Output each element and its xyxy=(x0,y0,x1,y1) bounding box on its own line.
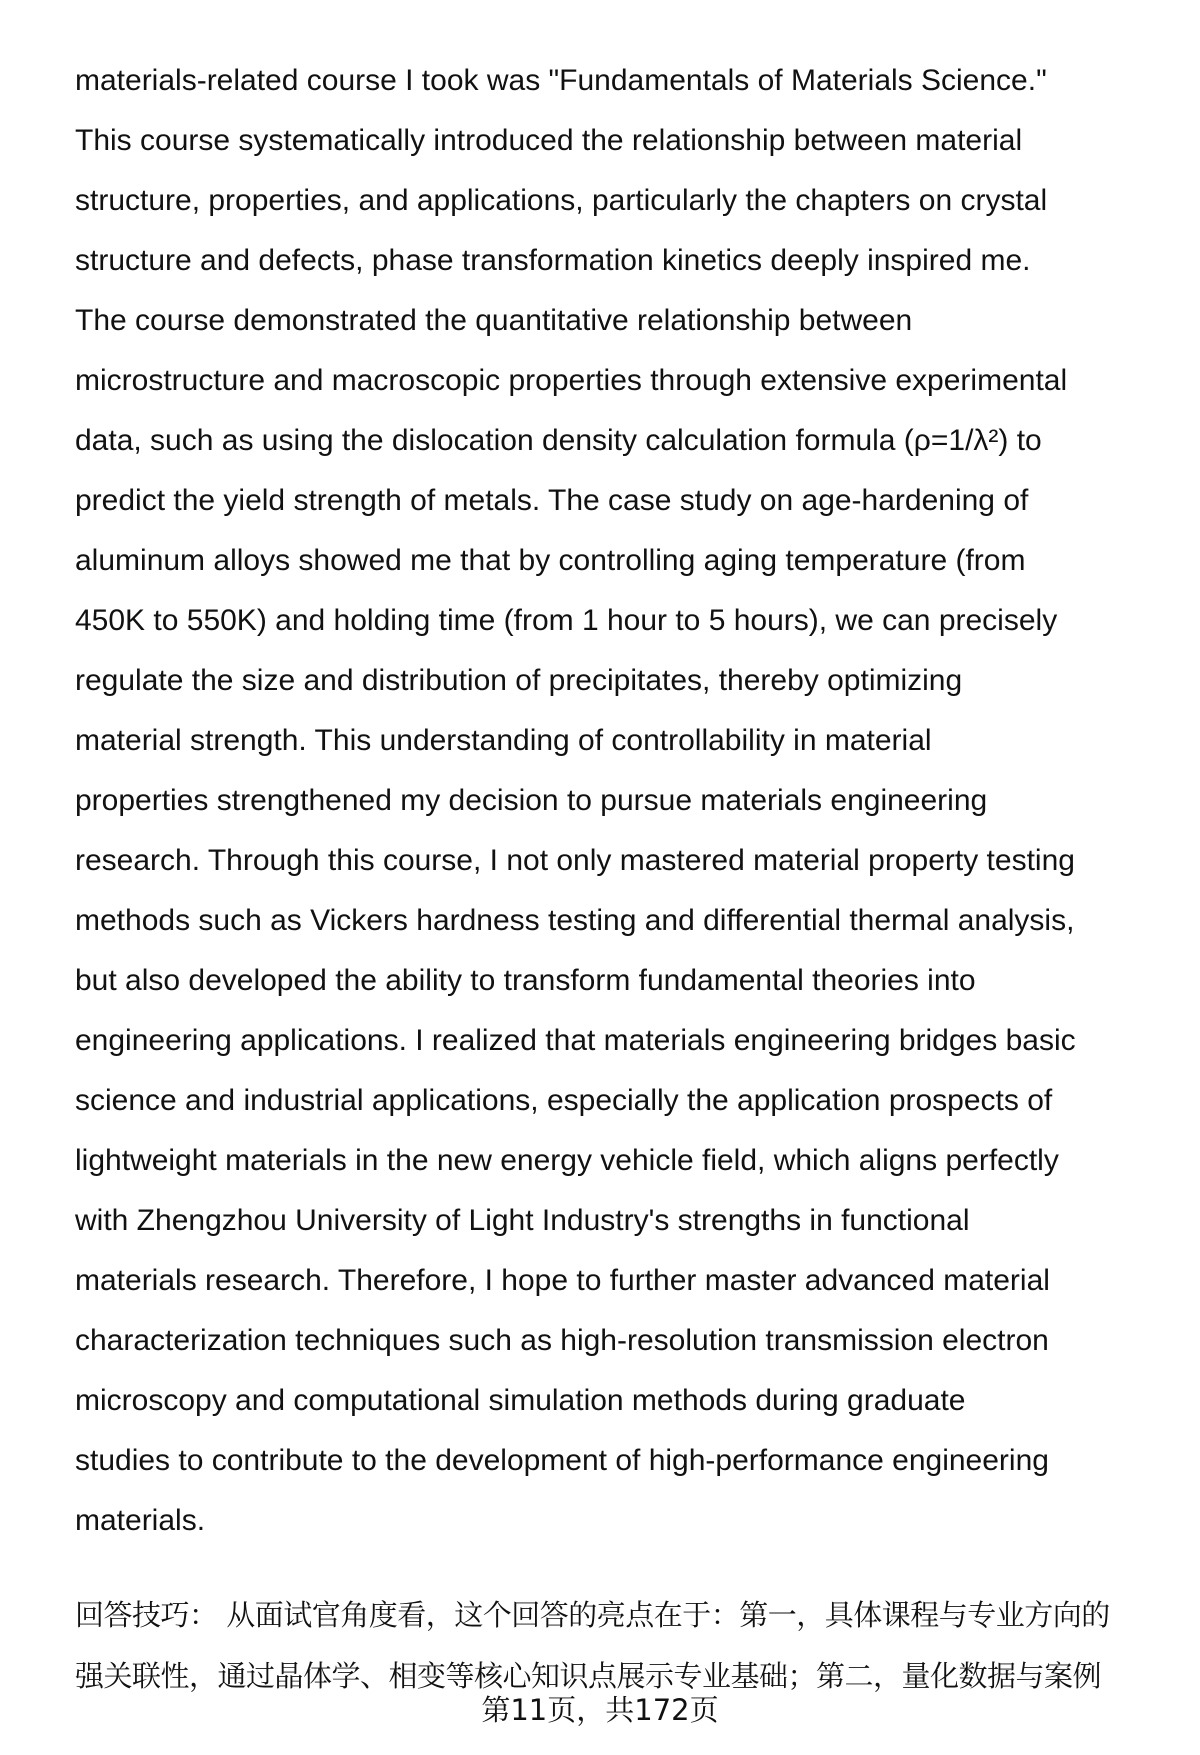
body-text-line: The course demonstrated the quantitative relationship between xyxy=(75,304,913,337)
body-text-line: microstructure and macroscopic properties through extensive experimental xyxy=(75,364,1068,397)
body-text-line: structure and defects, phase transformation kinetics deeply inspired me. xyxy=(75,244,1031,277)
body-text-line: structure, properties, and applications, particularly the chapters on crystal xyxy=(75,184,1048,217)
body-text-line: with Zhengzhou University of Light Industry's strengths in functional xyxy=(75,1204,970,1237)
body-text-line: 450K to 550K) and holding time (from 1 hour to 5 hours), we can precisely xyxy=(75,604,1058,637)
body-text-line: characterization techniques such as high-resolution transmission electron xyxy=(75,1324,1049,1357)
body-text-line: materials research. Therefore, I hope to further master advanced material xyxy=(75,1264,1050,1297)
body-text-line: studies to contribute to the development of high-performance engineering xyxy=(75,1444,1049,1477)
body-text-line: but also developed the ability to transform fundamental theories into xyxy=(75,964,976,997)
body-text-line: material strength. This understanding of controllability in material xyxy=(75,724,932,757)
body-text-line: aluminum alloys showed me that by controlling aging temperature (from xyxy=(75,544,1026,577)
page-number: 第11页，共172页 xyxy=(481,1693,719,1727)
body-text-line: data, such as using the dislocation density calculation formula (ρ=1/λ²) to xyxy=(75,424,1042,457)
body-text-line: engineering applications. I realized that materials engineering bridges basic xyxy=(75,1024,1076,1057)
body-text-line: methods such as Vickers hardness testing and differential thermal analysis, xyxy=(75,904,1075,937)
answer-tips-line-1: 回答技巧： 从面试官角度看，这个回答的亮点在于：第一，具体课程与专业方向的 xyxy=(75,1598,1110,1632)
body-text-line: science and industrial applications, especially the application prospects of xyxy=(75,1084,1053,1117)
body-text-line: materials-related course I took was "Fundamentals of Materials Science." xyxy=(75,64,1047,97)
body-text-line: lightweight materials in the new energy vehicle field, which aligns perfectly xyxy=(75,1144,1059,1177)
body-text-line: properties strengthened my decision to pursue materials engineering xyxy=(75,784,988,817)
body-text-line: research. Through this course, I not only mastered material property testing xyxy=(75,844,1075,877)
body-text-line: microscopy and computational simulation methods during graduate xyxy=(75,1384,966,1417)
body-text-line: materials. xyxy=(75,1504,206,1537)
body-text-line: predict the yield strength of metals. The case study on age-hardening of xyxy=(75,484,1029,517)
body-text-line: regulate the size and distribution of precipitates, thereby optimizing xyxy=(75,664,963,697)
answer-tips-line-2: 强关联性，通过晶体学、相变等核心知识点展示专业基础；第二，量化数据与案例 xyxy=(75,1659,1102,1693)
body-text-line: This course systematically introduced the relationship between material xyxy=(75,124,1023,157)
